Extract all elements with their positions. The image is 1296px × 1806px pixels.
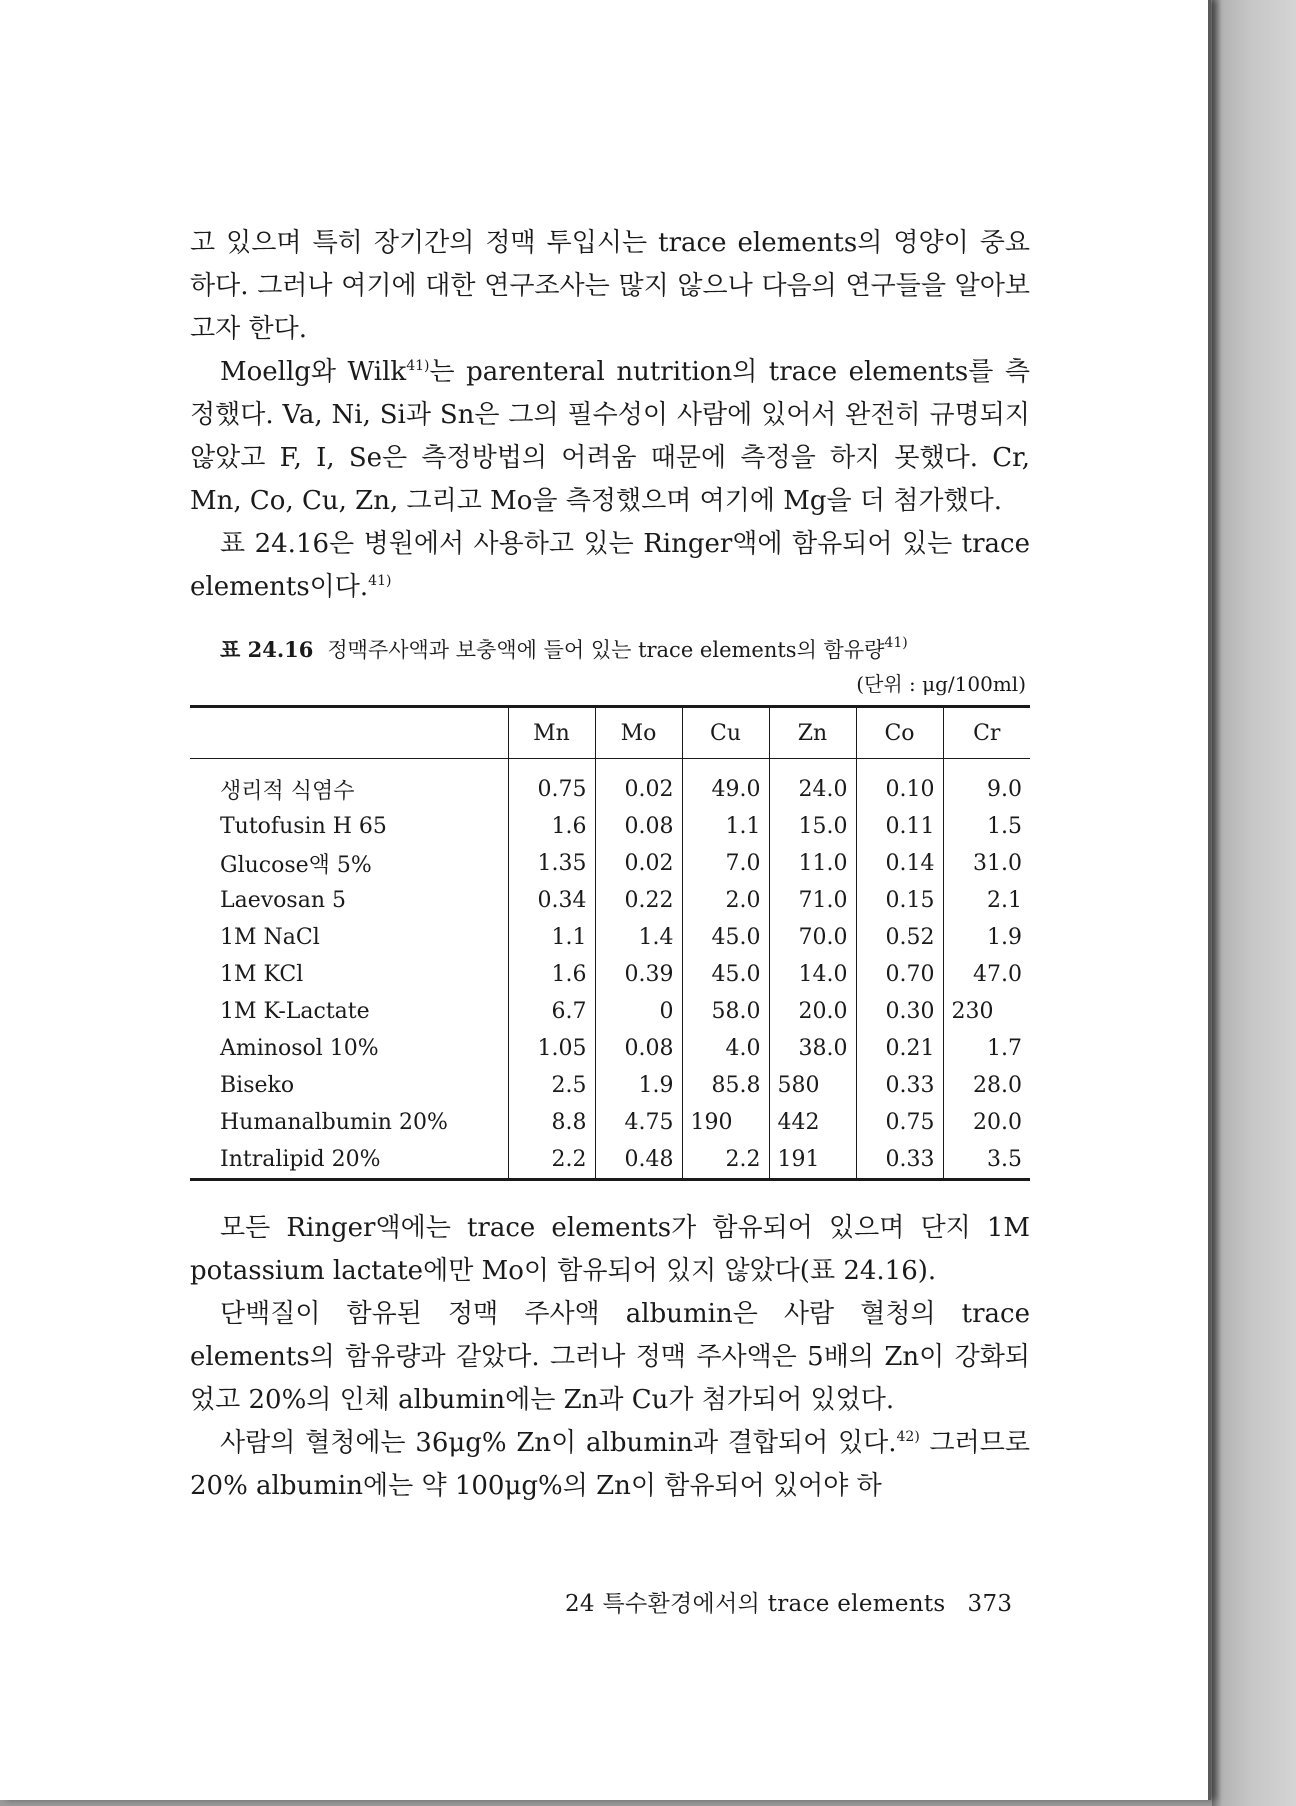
table-cell: 0.02 — [595, 759, 682, 809]
paragraph-table-intro — [190, 523, 1030, 609]
row-label: 1M NaCl — [220, 925, 320, 950]
table-header-blank — [190, 707, 508, 759]
table-row — [190, 919, 1030, 956]
table-cell: 0.52 — [856, 919, 943, 956]
table-cell: 2.2 — [682, 1141, 769, 1180]
table-cell: 230 — [943, 993, 1030, 1030]
table-cell: 0.34 — [508, 882, 595, 919]
row-label: 1M K-Lactate — [220, 999, 370, 1024]
table-cell: 4.0 — [682, 1030, 769, 1067]
table-cell: 0.08 — [595, 1030, 682, 1067]
table-title-text: 정맥주사액과 보충액에 들어 있는 trace elements의 함유량 — [327, 638, 885, 662]
footnote-ref: 41) — [406, 358, 430, 374]
table-cell: 15.0 — [769, 808, 856, 845]
table-cell: 47.0 — [943, 956, 1030, 993]
table-cell: 71.0 — [769, 882, 856, 919]
page-edge-shadow — [1212, 0, 1296, 1806]
table-row — [190, 1030, 1030, 1067]
paragraph-moellg-wilk — [190, 351, 1030, 523]
table-cell: 1.6 — [508, 808, 595, 845]
paragraph-serum — [190, 1422, 1030, 1508]
table-header-cell: Mn — [508, 707, 595, 759]
table-cell: 1.05 — [508, 1030, 595, 1067]
table-cell: 38.0 — [769, 1030, 856, 1067]
table-cell: 0.10 — [856, 759, 943, 809]
table-cell: 20.0 — [769, 993, 856, 1030]
text: 그러므로 20% albumin에는 약 100μg%의 Zn이 함유되어 있어야 하 — [190, 1428, 1031, 1501]
table-cell: 85.8 — [682, 1067, 769, 1104]
table-cell: 0.75 — [508, 759, 595, 809]
table-cell: 0.15 — [856, 882, 943, 919]
text: 사람의 혈청에는 36μg% Zn이 albumin과 결합되어 있다. — [220, 1428, 897, 1458]
table-row — [190, 882, 1030, 919]
table-cell: 1.9 — [595, 1067, 682, 1104]
table-cell: 0.75 — [856, 1104, 943, 1141]
paragraph-albumin: 단백질이 함유된 정맥 주사액 albumin은 사람 혈청의 trace elements의 함유량과 같았다. 그러나 정맥 주사액은 5배의 Zn이 강화되었고 20%의 인체 albumin에는 Zn과 Cu가 첨가되어 있었다. — [190, 1299, 1030, 1415]
table-cell: 4.75 — [595, 1104, 682, 1141]
footnote-ref: 42) — [896, 1429, 920, 1445]
table-cell: 2.1 — [943, 882, 1030, 919]
row-label: Humanalbumin 20% — [220, 1110, 448, 1135]
table-row — [190, 1104, 1030, 1141]
table-cell: 1.9 — [943, 919, 1030, 956]
table-row — [190, 1067, 1030, 1104]
table-cell: 1.7 — [943, 1030, 1030, 1067]
table-cell: 1.5 — [943, 808, 1030, 845]
table-cell: 3.5 — [943, 1141, 1030, 1180]
table-header-cell: Cr — [943, 707, 1030, 759]
table-header-row — [190, 707, 1030, 759]
table-title — [327, 635, 907, 665]
row-label: 1M KCl — [220, 962, 304, 987]
table-cell: 1.1 — [508, 919, 595, 956]
text: 표 24.16은 병원에서 사용하고 있는 Ringer액에 함유되어 있는 trace elements이다. — [190, 529, 1030, 602]
table-body — [190, 759, 1030, 1180]
table-row — [190, 845, 1030, 882]
table-cell: 6.7 — [508, 993, 595, 1030]
table-cell: 11.0 — [769, 845, 856, 882]
table-cell: 2.5 — [508, 1067, 595, 1104]
table-header-cell: Co — [856, 707, 943, 759]
table-row — [190, 808, 1030, 845]
row-label: 생리적 식염수 — [220, 779, 355, 804]
table-number: 표 24.16 — [220, 637, 314, 662]
table-header-cell: Zn — [769, 707, 856, 759]
table-cell: 0.39 — [595, 956, 682, 993]
table-cell: 31.0 — [943, 845, 1030, 882]
row-label: Laevosan 5 — [220, 888, 346, 913]
table-row — [190, 1141, 1030, 1180]
table-cell: 190 — [682, 1104, 769, 1141]
table-cell: 0.08 — [595, 808, 682, 845]
row-label: Tutofusin H 65 — [220, 814, 387, 839]
row-label: Aminosol 10% — [220, 1036, 379, 1061]
table-cell: 0.33 — [856, 1141, 943, 1180]
table-cell: 442 — [769, 1104, 856, 1141]
table-cell: 58.0 — [682, 993, 769, 1030]
table-cell: 1.6 — [508, 956, 595, 993]
table-cell: 0.30 — [856, 993, 943, 1030]
table-cell: 580 — [769, 1067, 856, 1104]
table-cell: 70.0 — [769, 919, 856, 956]
table-cell: 0.02 — [595, 845, 682, 882]
table-cell: 0.22 — [595, 882, 682, 919]
page-number: 373 — [967, 1591, 1013, 1617]
page-content — [190, 222, 1030, 1508]
row-label: Biseko — [220, 1073, 295, 1098]
table-cell: 49.0 — [682, 759, 769, 809]
table-cell: 7.0 — [682, 845, 769, 882]
table-cell: 0.33 — [856, 1067, 943, 1104]
table-cell: 0.14 — [856, 845, 943, 882]
after-table-text — [190, 1207, 1030, 1508]
table-cell: 1.35 — [508, 845, 595, 882]
table-cell: 28.0 — [943, 1067, 1030, 1104]
table-row — [190, 956, 1030, 993]
table-row — [190, 759, 1030, 809]
table-cell: 8.8 — [508, 1104, 595, 1141]
table-cell: 0 — [595, 993, 682, 1030]
table-row — [190, 993, 1030, 1030]
table-cell: 191 — [769, 1141, 856, 1180]
table-cell: 45.0 — [682, 956, 769, 993]
text: Moellg와 Wilk — [220, 357, 407, 387]
table-cell: 9.0 — [943, 759, 1030, 809]
table-cell: 24.0 — [769, 759, 856, 809]
paragraph-ringer: 모든 Ringer액에는 trace elements가 함유되어 있으며 단지 1M potassium lactate에만 Mo이 함유되어 있지 않았다(표 24.16). — [190, 1213, 1030, 1286]
footnote-ref: 41) — [368, 573, 392, 589]
table-cell: 0.48 — [595, 1141, 682, 1180]
table-cell: 0.21 — [856, 1030, 943, 1067]
table-header-cell: Mo — [595, 707, 682, 759]
table-cell: 20.0 — [943, 1104, 1030, 1141]
row-label: Intralipid 20% — [220, 1147, 381, 1172]
table-cell: 45.0 — [682, 919, 769, 956]
table-unit: (단위 : μg/100ml) — [856, 672, 1026, 696]
page-footer — [565, 1585, 1012, 1618]
running-head: 24 특수환경에서의 trace elements — [565, 1591, 946, 1617]
table-cell: 0.70 — [856, 956, 943, 993]
trace-elements-table — [190, 705, 1030, 1181]
footnote-ref: 41) — [884, 635, 908, 651]
text: 는 parenteral nutrition의 trace elements를 측정했다. Va, Ni, Si과 Sn은 그의 필수성이 사람에 있어서 완전히 규명되지 않았고 F, I, Se은 측정방법의 어려움 때문에 측정을 하지 못했다. Cr, Mn, Co, Cu, Zn, 그리고 Mo을 측정했으며 여기에 Mg을 더 첨가했다. — [190, 357, 1030, 516]
table-cell: 1.1 — [682, 808, 769, 845]
row-label: Glucose액 5% — [220, 853, 372, 878]
table-cell: 0.11 — [856, 808, 943, 845]
table-cell: 1.4 — [595, 919, 682, 956]
table-cell: 2.2 — [508, 1141, 595, 1180]
table-cell: 2.0 — [682, 882, 769, 919]
table-cell: 14.0 — [769, 956, 856, 993]
table-caption — [190, 635, 1030, 665]
table-header-cell: Cu — [682, 707, 769, 759]
paragraph-continuation: 고 있으며 특히 장기간의 정맥 투입시는 trace elements의 영양이 중요하다. 그러나 여기에 대한 연구조사는 많지 않으나 다음의 연구들을 알아보고자 한다. — [190, 228, 1030, 344]
